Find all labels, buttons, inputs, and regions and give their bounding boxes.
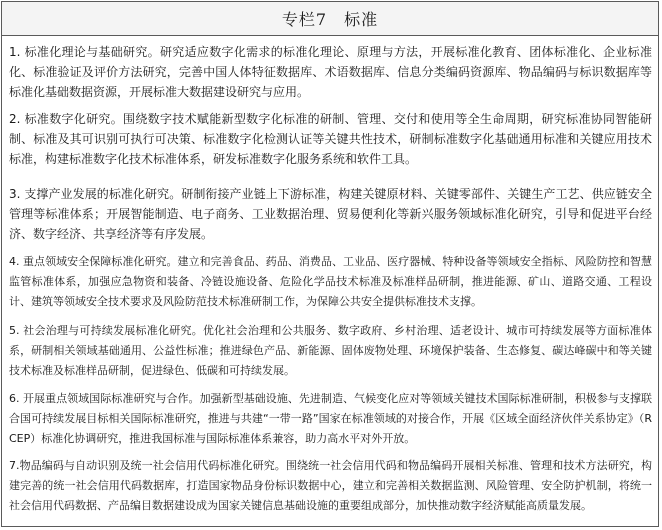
- section-coding: 7.物品编码与自动识别及统一社会信用代码标准化研究。围绕统一社会信用代码和物品编码开展相关标准、管理和技术方法研究，构建完善的统一社会信用代码数据库，打造国家物品身份标识数据中心，建立和完善相关数据监测、风险管理、安全防护机制，将统一社会信用代码数据、产品编目数据建设成为国家关键信息基础设施的重要组成部分，加快推动数字经济赋能高质量发展。: [9, 459, 652, 512]
- column-title: 专栏7 标准: [2, 2, 658, 36]
- section-theory: 1. 标准化理论与基础研究。研究适应数字化需求的标准化理论、原理与方法，开展标准化教育、团体标准化、企业标准化、标准验证及评价方法研究，完善中国人体特征数据库、术语数据库、信息分类编码资源库、物品编码与标识数据库等标准化基础数据资源，开展标准大数据建设研究与应用。: [9, 45, 652, 99]
- section-international: 6. 开展重点领域国际标准研究与合作。加强新型基础设施、先进制造、气候变化应对等领域关键技术国际标准研制，积极参与支撑联合国可持续发展目标相关国际标准研究，推进与共建“一带一路”国家在标准领域的对接合作，开展《区域全面经济伙伴关系协定》（RCEP）标准化协调研究，推进我国标准与国际标准体系兼容，助力高水平对外开放。: [9, 392, 652, 445]
- section-industry: 3. 支撑产业发展的标准化研究。研制衔接产业链上下游标准，构建关键原材料、关键零部件、关键生产工艺、供应链安全管理等标准体系；开展智能制造、电子商务、工业数据治理、贸易便利化等新兴服务领域标准化研究，引导和促进平台经济、数字经济、共享经济等有序发展。: [9, 187, 652, 241]
- column-box: [1, 1, 659, 527]
- section-safety: 4. 重点领域安全保障标准化研究。建立和完善食品、药品、消费品、工业品、医疗器械、特种设备等领域安全指标、风险防控和智慧监管标准体系，加强应急物资和装备、冷链设施设备、危险化学品技术标准及标准样品研制，推进能源、矿山、道路交通、工程设计、建筑等领域安全技术要求及风险防范技术标准研制工作，为保障公共安全提供标准技术支撑。: [9, 255, 652, 308]
- section-governance: 5. 社会治理与可持续发展标准化研究。优化社会治理和公共服务、数字政府、乡村治理、适老设计、城市可持续发展等方面标准体系，研制相关领域基础通用、公益性标准；推进绿色产品、新能源、固体废物处理、环境保护装备、生态修复、碳达峰碳中和等关键技术标准及标准样品研制，促进绿色、低碳和可持续发展。: [9, 324, 652, 377]
- section-digitalization: 2. 标准数字化研究。围绕数字技术赋能新型数字化标准的研制、管理、交付和使用等全生命周期，研究标准协同智能研制、标准及其可识别可执行可决策、标准数字化检测认证等关键共性技术，研制标准数字化基础通用标准和关键应用技术标准，构建标准数字化技术标准体系，研发标准数字化服务系统和软件工具。: [9, 112, 652, 166]
- column-content: [2, 36, 658, 528]
